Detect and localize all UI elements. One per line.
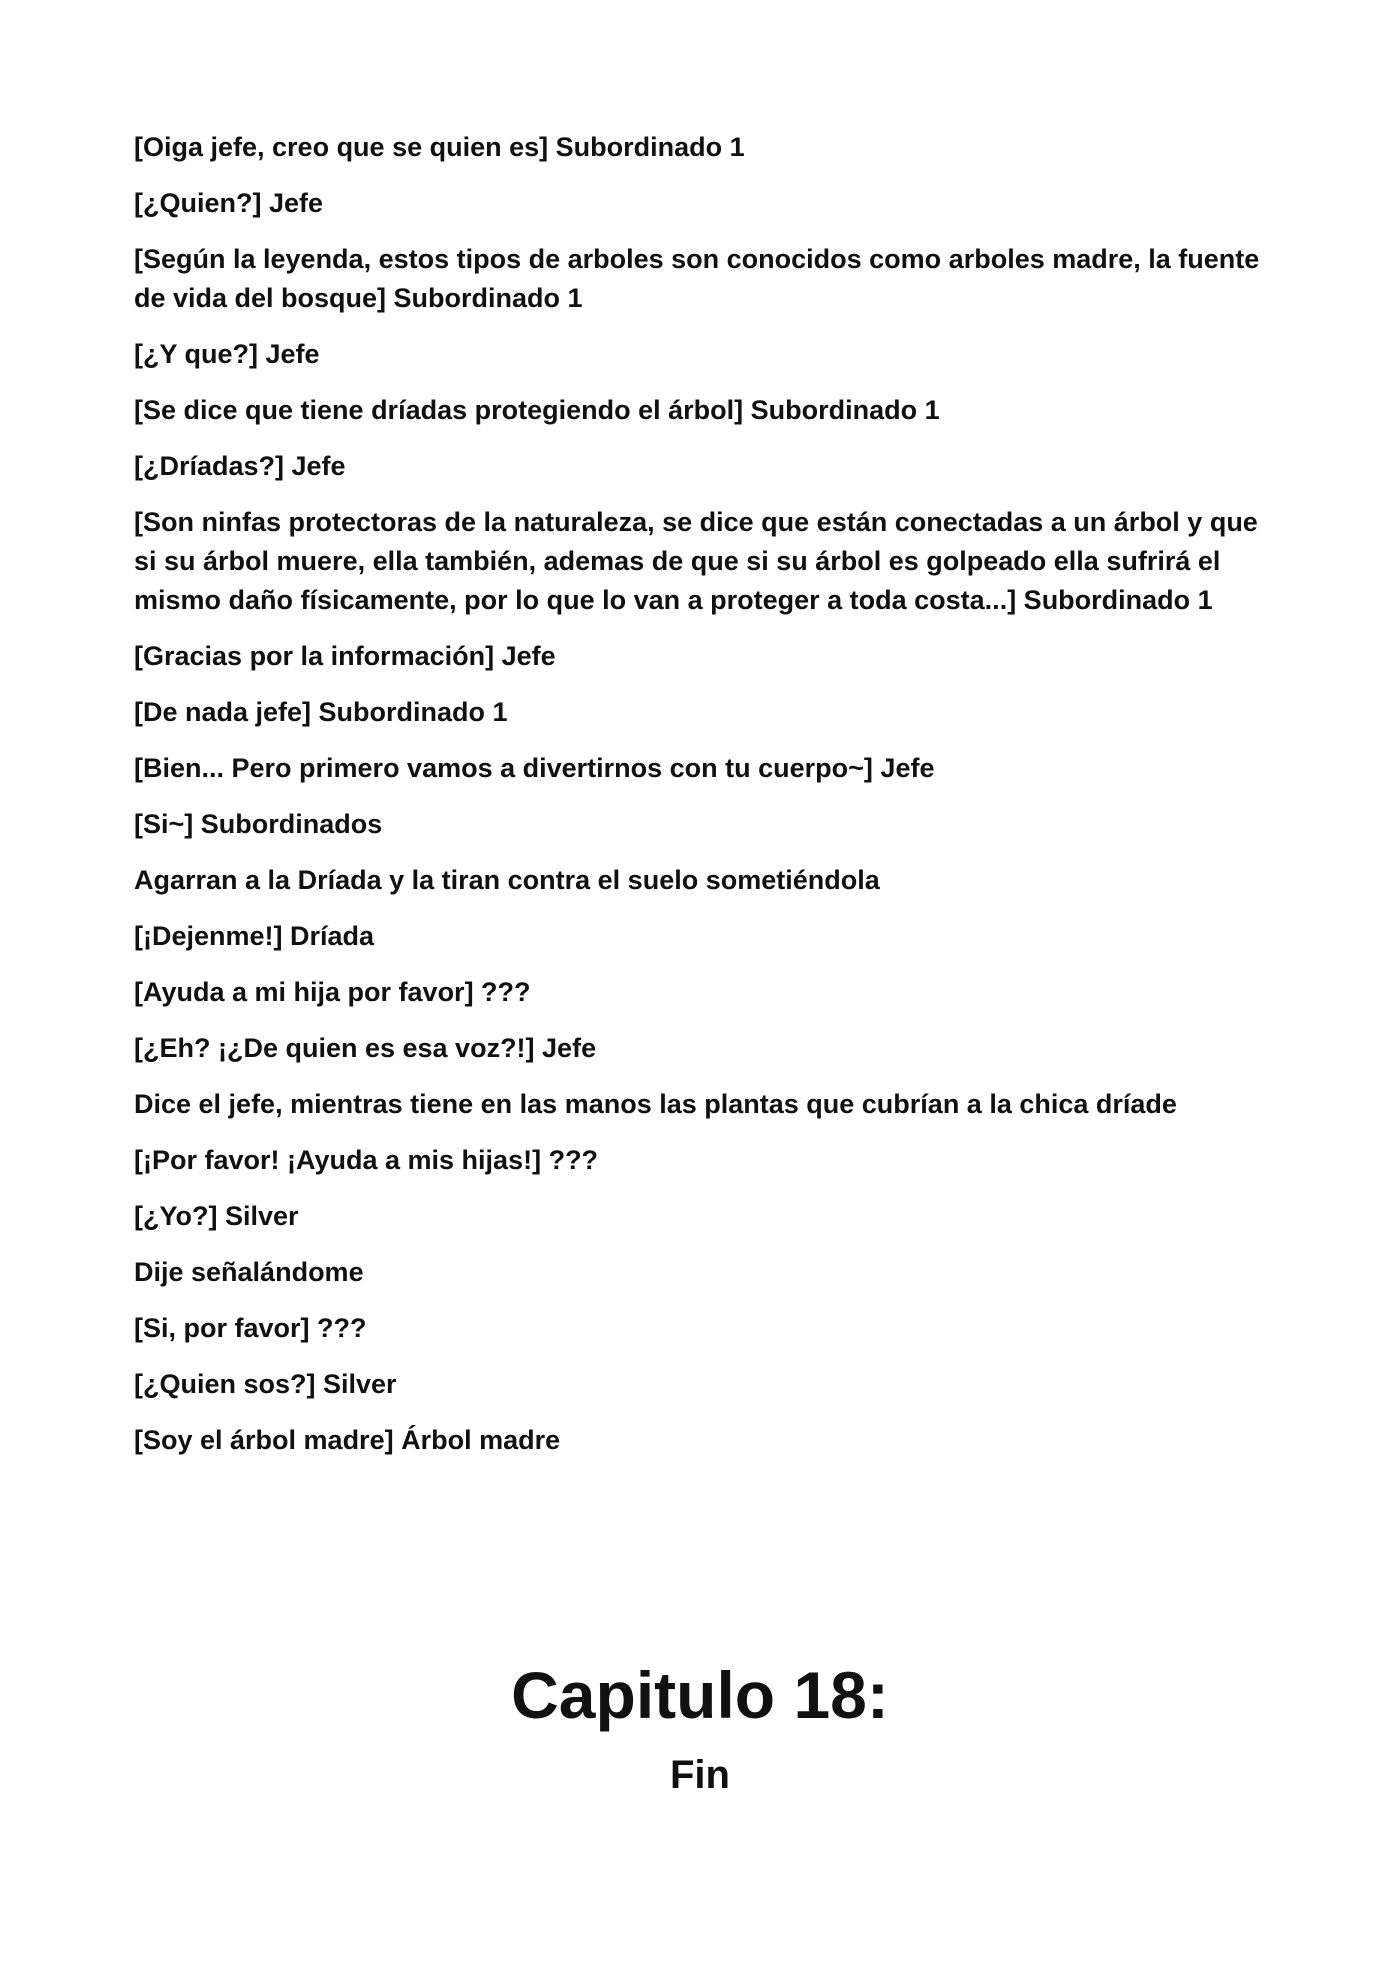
paragraph: [Si, por favor] ??? [134,1313,367,1343]
paragraph: [Según la leyenda, estos tipos de arboles son conocidos como arboles madre, la fuente de vida del bosque] Subordinado 1 [134,244,1260,313]
paragraph: [Oiga jefe, creo que se quien es] Subordinado 1 [134,132,745,162]
chapter-title: Capitulo 18: [511,1658,889,1732]
paragraph: [Bien... Pero primero vamos a divertirnos con tu cuerpo~] Jefe [134,753,935,783]
paragraph: Dije señalándome [134,1257,364,1287]
paragraph: [Ayuda a mi hija por favor] ??? [134,977,531,1007]
paragraph: Dice el jefe, mientras tiene en las manos las plantas que cubrían a la chica dríade [134,1089,1177,1119]
paragraph: [Gracias por la información] Jefe [134,641,556,671]
paragraph: [¿Yo?] Silver [134,1201,299,1231]
paragraph: Agarran a la Dríada y la tiran contra el suelo sometiéndola [134,865,880,895]
paragraph: [¡Por favor! ¡Ayuda a mis hijas!] ??? [134,1145,599,1175]
paragraph: [De nada jefe] Subordinado 1 [134,697,508,727]
paragraph: [¿Dríadas?] Jefe [134,451,346,481]
paragraph: [¿Y que?] Jefe [134,339,320,369]
paragraph: [¡Dejenme!] Dríada [134,921,375,951]
chapter-subtitle: Fin [670,1753,730,1797]
paragraph: [Se dice que tiene dríadas protegiendo el árbol] Subordinado 1 [134,395,940,425]
paragraph: [¿Eh? ¡¿De quien es esa voz?!] Jefe [134,1033,597,1063]
paragraph: [¿Quien?] Jefe [134,188,324,218]
paragraph: [Son ninfas protectoras de la naturaleza, se dice que están conectadas a un árbol y que si su árbol muere, ella también, ademas de que si su árbol es golpeado ella sufrirá el mismo daño físicamente, por lo que lo van a proteger a toda costa...] Subordinado 1 [134,507,1258,615]
paragraph: [Si~] Subordinados [134,809,383,839]
paragraph: [Soy el árbol madre] Árbol madre [134,1425,561,1455]
paragraph: [¿Quien sos?] Silver [134,1369,397,1399]
story-text [134,128,1284,1477]
